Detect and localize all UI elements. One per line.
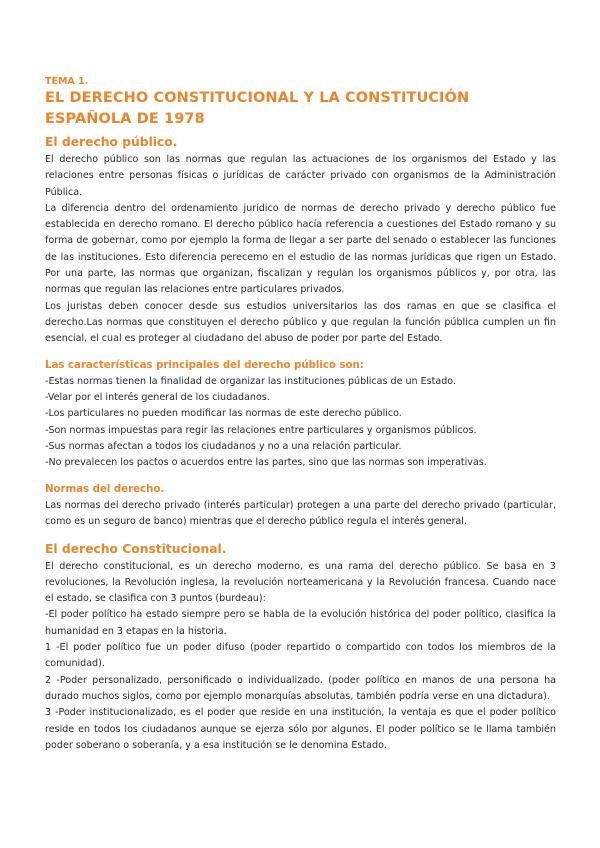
section-caracteristicas	[45, 358, 556, 472]
list-item: -No prevalecen los pactos o acuerdos entre las partes, sino que las normas son imperativas.	[45, 457, 487, 469]
paragraph: 1 -El poder político fue un poder difuso (poder repartido o compartido con todos los miembros de la comunidad).	[45, 642, 556, 670]
section-derecho-publico	[45, 134, 556, 348]
paragraph: 3 -Poder institucionalizado, es el poder que reside en una institución, la ventaja es que el poder político reside en todos los ciudadanos aunque se ejerza sólo por algunos. El poder político se le llama también poder soberano o soberanía, y a esa institución se le denomina Estado.	[45, 707, 556, 751]
list-item: -Sus normas afectan a todos los ciudadanos y no a una relación particular.	[45, 441, 402, 453]
list-item: -Velar por el interés general de los ciudadanos.	[45, 392, 270, 404]
list-item: -Estas normas tienen la finalidad de organizar las instituciones públicas de un Estado.	[45, 375, 457, 387]
tema-label: TEMA 1.	[45, 76, 89, 87]
list-item: -Son normas impuestas para regir las relaciones entre particulares y organismos públicos.	[45, 424, 477, 436]
list-item: -Los particulares no pueden modificar las normas de este derecho público.	[45, 408, 402, 420]
paragraph: La diferencia dentro del ordenamiento jurídico de normas de derecho privado y derecho público fue establecida en derecho romano. El derecho público hacía referencia a cuestiones del Estado romano y su forma de gobernar, como por ejemplo la forma de llegar a ser parte del senado o establecer las funciones de las instituciones. Esto diferencia perecemo en el estudio de las normas jurídicas que rigen un Estado. Por una parte, las normas que organizan, fiscalizan y regulan los organismos públicos y, por otra, las normas que regulan las relaciones entre particulares privados.	[45, 202, 556, 296]
paragraph: -El poder político ha estado siempre pero se habla de la evolución histórica del poder político, clasifica la humanidad en 3 etapas en la historia.	[45, 609, 556, 637]
subsection-heading: Las características principales del derecho público son:	[45, 359, 364, 371]
section-normas	[45, 482, 556, 531]
document-content	[45, 76, 556, 754]
subsection-heading: Normas del derecho.	[45, 483, 165, 495]
section-heading: El derecho Constitucional.	[45, 541, 227, 556]
paragraph: El derecho constitucional, es un derecho moderno, es una rama del derecho público. Se basa en 3 revoluciones, la Revolución inglesa, la revolución norteamericana y la Revolución francesa. Cuando nace el estado, se clasifica con 3 puntos (burdeau):	[45, 560, 556, 605]
paragraph: Los juristas deben conocer desde sus estudios universitarios las dos ramas en que se clasifica el derecho.Las normas que constituyen el derecho público y que regulan la función pública cumplen un fin esencial, el cual es proteger al ciudadano del abuso de poder por parte del Estado.	[45, 300, 556, 345]
paragraph: Las normas del derecho privado (interés particular) protegen a una parte del derecho privado (particular, como es un seguro de banco) mientras que el derecho público regula el interés general.	[45, 499, 556, 528]
section-heading: El derecho público.	[45, 135, 178, 149]
paragraph: El derecho público son las normas que regulan las actuaciones de los organismos del Estado y las relaciones entre personas físicas o jurídicas de carácter privado con organismos de la Administración Pública.	[45, 154, 556, 198]
paragraph: 2 -Poder personalizado, personificado o individualizado. (poder político en manos de una persona ha durado muchos siglos, como por ejemplo monarquías absolutas, también podría verse en una dictadura).	[45, 674, 556, 702]
section-derecho-constitucional	[45, 541, 556, 755]
document-title: EL DERECHO CONSTITUCIONAL Y LA CONSTITUCIÓN ESPAÑOLA DE 1978	[45, 90, 470, 127]
